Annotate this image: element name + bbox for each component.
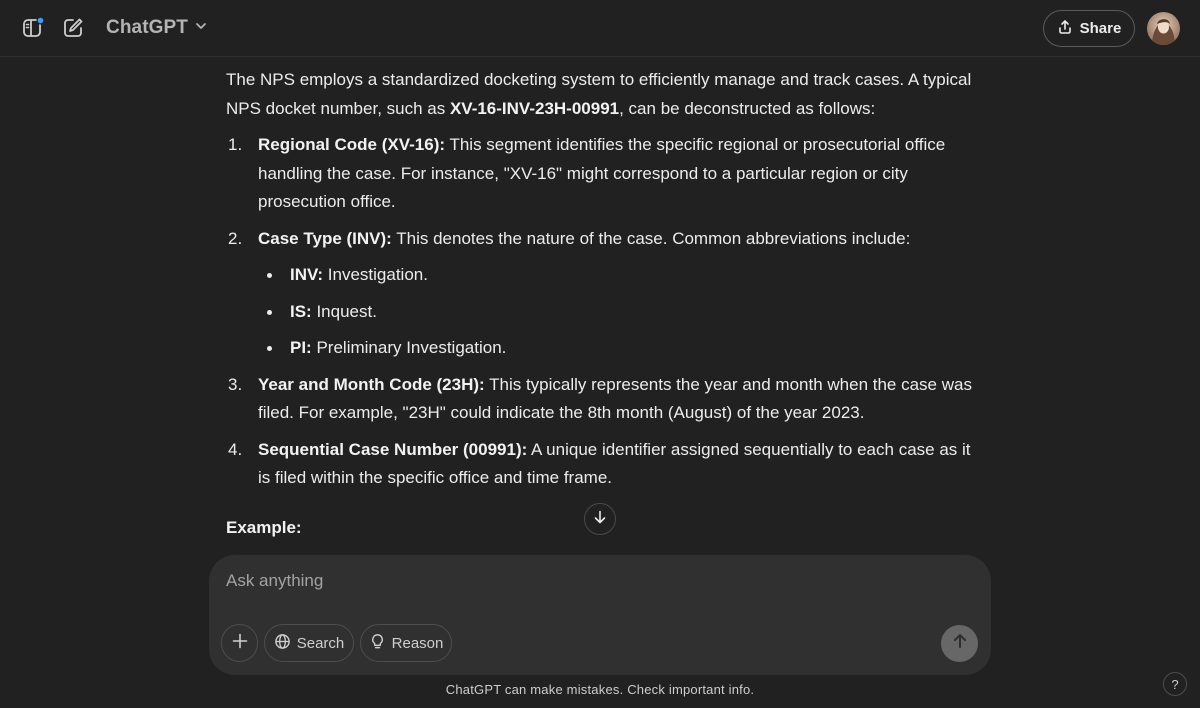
bullet-text: Inquest.	[311, 301, 377, 321]
search-label: Search	[296, 634, 345, 652]
bullet-item	[258, 298, 986, 327]
bullet-dot	[267, 273, 272, 278]
bullet-dot	[267, 346, 272, 351]
sidebar-toggle-icon[interactable]	[19, 14, 47, 42]
avatar[interactable]	[1147, 12, 1180, 45]
list-term: Case Type (INV):	[258, 228, 392, 248]
list-item	[226, 371, 986, 428]
bullet-term: PI:	[290, 338, 312, 357]
reason-label: Reason	[391, 634, 444, 652]
new-chat-icon[interactable]	[59, 14, 87, 42]
lightbulb-icon	[369, 633, 386, 654]
intro-text: The NPS employs a standardized docketing system to efficiently manage and track cases. A typical NPS docket number, such as	[226, 70, 972, 118]
list-term: Sequential Case Number (00991):	[258, 439, 528, 459]
attach-button[interactable]	[221, 624, 258, 662]
model-switcher[interactable]	[106, 14, 208, 42]
list-item	[226, 225, 986, 363]
list-marker: 2.	[228, 228, 243, 248]
list-text: This typically represents the year and month when the case was filed. For example, "23H" could indicate the 8th month (August) of the year 2023.	[258, 374, 972, 422]
chevron-down-icon	[194, 19, 208, 38]
disclaimer: ChatGPT can make mistakes. Check important info.	[445, 682, 755, 697]
globe-icon	[274, 633, 291, 654]
list-term: Regional Code (XV-16):	[258, 135, 446, 154]
docket-example: XV-16-INV-23H-00991	[449, 98, 620, 118]
bullet-list	[258, 261, 986, 363]
bullet-item	[258, 261, 986, 290]
scroll-to-bottom-button[interactable]	[584, 503, 616, 535]
share-button[interactable]	[1043, 10, 1135, 47]
list-item	[226, 131, 986, 217]
bullet-text: Investigation.	[323, 265, 428, 284]
reason-button[interactable]	[360, 624, 452, 662]
bullet-term: INV:	[290, 265, 324, 284]
bullet-dot	[267, 310, 272, 315]
help-button[interactable]: ?	[1163, 672, 1187, 696]
model-name: ChatGPT	[106, 17, 188, 38]
composer	[209, 555, 991, 675]
share-icon	[1057, 19, 1073, 39]
list-text: This denotes the nature of the case. Common abbreviations include:	[391, 228, 911, 248]
search-button[interactable]	[264, 624, 354, 662]
prompt-input[interactable]	[226, 567, 926, 595]
list-marker: 1.	[228, 135, 243, 154]
intro-text-end: , can be deconstructed as follows:	[619, 98, 876, 118]
list-marker: 3.	[228, 374, 243, 394]
share-label: Share	[1079, 20, 1122, 37]
bullet-term: IS:	[290, 301, 312, 321]
assistant-message	[226, 66, 986, 501]
bullet-text: Preliminary Investigation.	[311, 338, 507, 357]
intro-paragraph	[226, 66, 986, 123]
top-bar	[0, 0, 1200, 57]
arrow-up-icon	[951, 632, 969, 655]
arrow-down-icon	[592, 509, 608, 530]
list-item	[226, 436, 986, 493]
list-text: A unique identifier assigned sequentially to each case as it is filed within the specific office and time frame.	[258, 439, 971, 487]
plus-icon	[231, 632, 249, 654]
example-heading: Example:	[226, 518, 302, 537]
bullet-item	[258, 334, 986, 363]
list-marker: 4.	[228, 439, 243, 459]
list-term: Year and Month Code (23H):	[258, 374, 485, 394]
list-text: This segment identifies the specific regional or prosecutorial office handling the case. For instance, "XV-16" might correspond to a particular region or city prosecution office.	[258, 135, 946, 211]
send-button[interactable]	[941, 625, 978, 662]
